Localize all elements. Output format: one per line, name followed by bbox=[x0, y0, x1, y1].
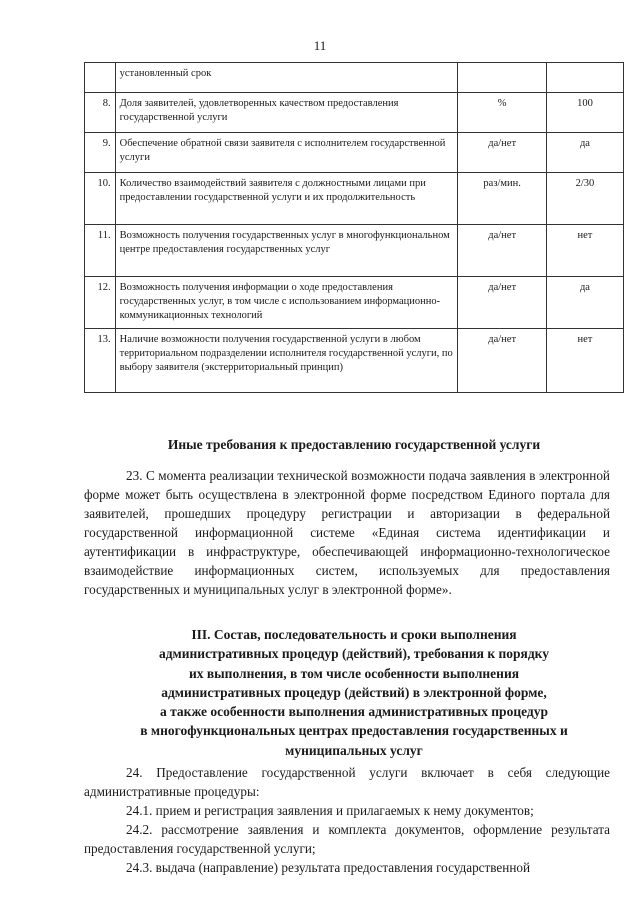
page-number: 11 bbox=[313, 38, 327, 53]
row-value: нет bbox=[546, 225, 623, 277]
chapter-heading-line: административных процедур (действий), требования к порядку bbox=[158, 646, 550, 662]
paragraph-23-text: 23. С момента реализации технической возможности подача заявления в электронной форме может быть осуществлена в электронной форме посредством Единого портала для заявителей, прошедших процедуру регистрации и авторизации в федеральной государственной информационной системе «Единая система идентификации и аутентификации в инфраструктуре, обеспечивающей информационно-технологическое взаимодействие информационных систем, используемых для предоставления государственных и муниципальных услуг в электронной форме». bbox=[84, 468, 610, 597]
row-number: 10. bbox=[85, 173, 116, 225]
row-description: Возможность получения государственных услуг в многофункциональном центре предоставления государственных услуг bbox=[115, 225, 458, 277]
row-value: нет bbox=[546, 329, 623, 393]
table-row bbox=[85, 63, 624, 93]
item-24-1-text: 24.1. прием и регистрация заявления и прилагаемых к нему документов; bbox=[126, 803, 534, 818]
row-value: да bbox=[546, 133, 623, 173]
chapter-heading-line: их выполнения, в том числе особенности выполнения bbox=[188, 665, 520, 681]
row-number: 8. bbox=[85, 93, 116, 133]
row-description: Количество взаимодействий заявителя с должностными лицами при предоставлении государственной услуги и их продолжительность bbox=[115, 173, 458, 225]
chapter-heading-line: административных процедур (действий) в электронной форме, bbox=[161, 684, 547, 700]
table-row bbox=[85, 133, 624, 173]
item-24-3 bbox=[84, 858, 610, 877]
row-unit: да/нет bbox=[458, 133, 547, 173]
paragraph-24-text: 24. Предоставление государственной услуги включает в себя следующие административные процедуры: bbox=[84, 765, 610, 799]
requirements-table bbox=[84, 62, 624, 393]
table-row bbox=[85, 329, 624, 393]
paragraph-23 bbox=[84, 466, 610, 599]
row-description: Доля заявителей, удовлетворенных качеством предоставления государственной услуги bbox=[115, 93, 458, 133]
row-description: Наличие возможности получения государственной услуги в любом территориальном подразделении исполнителя государственной услуги, по выбору заявителя (экстерриториальный принцип) bbox=[115, 329, 458, 393]
table-row bbox=[85, 277, 624, 329]
chapter-heading-line: муниципальных услуг bbox=[285, 742, 423, 758]
row-description: Обеспечение обратной связи заявителя с исполнителем государственной услуги bbox=[115, 133, 458, 173]
paragraph-24 bbox=[84, 763, 610, 801]
item-24-2-text: 24.2. рассмотрение заявления и комплекта документов, оформление результата предоставления государственной услуги; bbox=[84, 822, 610, 856]
row-number bbox=[85, 63, 116, 93]
item-24-1 bbox=[84, 801, 610, 820]
row-description: установленный срок bbox=[115, 63, 458, 93]
row-description: Возможность получения информации о ходе предоставления государственных услуг, в том числе с использованием информационно-коммуникационных технологий bbox=[115, 277, 458, 329]
row-value: да bbox=[546, 277, 623, 329]
row-unit: да/нет bbox=[458, 277, 547, 329]
row-unit: % bbox=[458, 93, 547, 133]
row-unit: да/нет bbox=[458, 225, 547, 277]
row-number: 13. bbox=[85, 329, 116, 393]
chapter-heading bbox=[84, 625, 624, 760]
row-unit: да/нет bbox=[458, 329, 547, 393]
chapter-heading-line: а также особенности выполнения административных процедур bbox=[160, 704, 548, 720]
row-number: 9. bbox=[85, 133, 116, 173]
table-row bbox=[85, 173, 624, 225]
row-value: 2/30 bbox=[546, 173, 623, 225]
section-title: Иные требования к предоставлению государственной услуги bbox=[167, 437, 541, 452]
table-row bbox=[85, 93, 624, 133]
item-24-3-text: 24.3. выдача (направление) результата предоставления государственной bbox=[126, 860, 531, 875]
table-row bbox=[85, 225, 624, 277]
chapter-heading-line: III. Состав, последовательность и сроки выполнения bbox=[191, 627, 517, 642]
chapter-heading-line: в многофункциональных центрах предоставления государственных и bbox=[140, 723, 568, 739]
row-unit: раз/мин. bbox=[458, 173, 547, 225]
row-unit bbox=[458, 63, 547, 93]
row-value: 100 bbox=[546, 93, 623, 133]
row-number: 12. bbox=[85, 277, 116, 329]
row-value bbox=[546, 63, 623, 93]
row-number: 11. bbox=[85, 225, 116, 277]
item-24-2 bbox=[84, 820, 610, 858]
